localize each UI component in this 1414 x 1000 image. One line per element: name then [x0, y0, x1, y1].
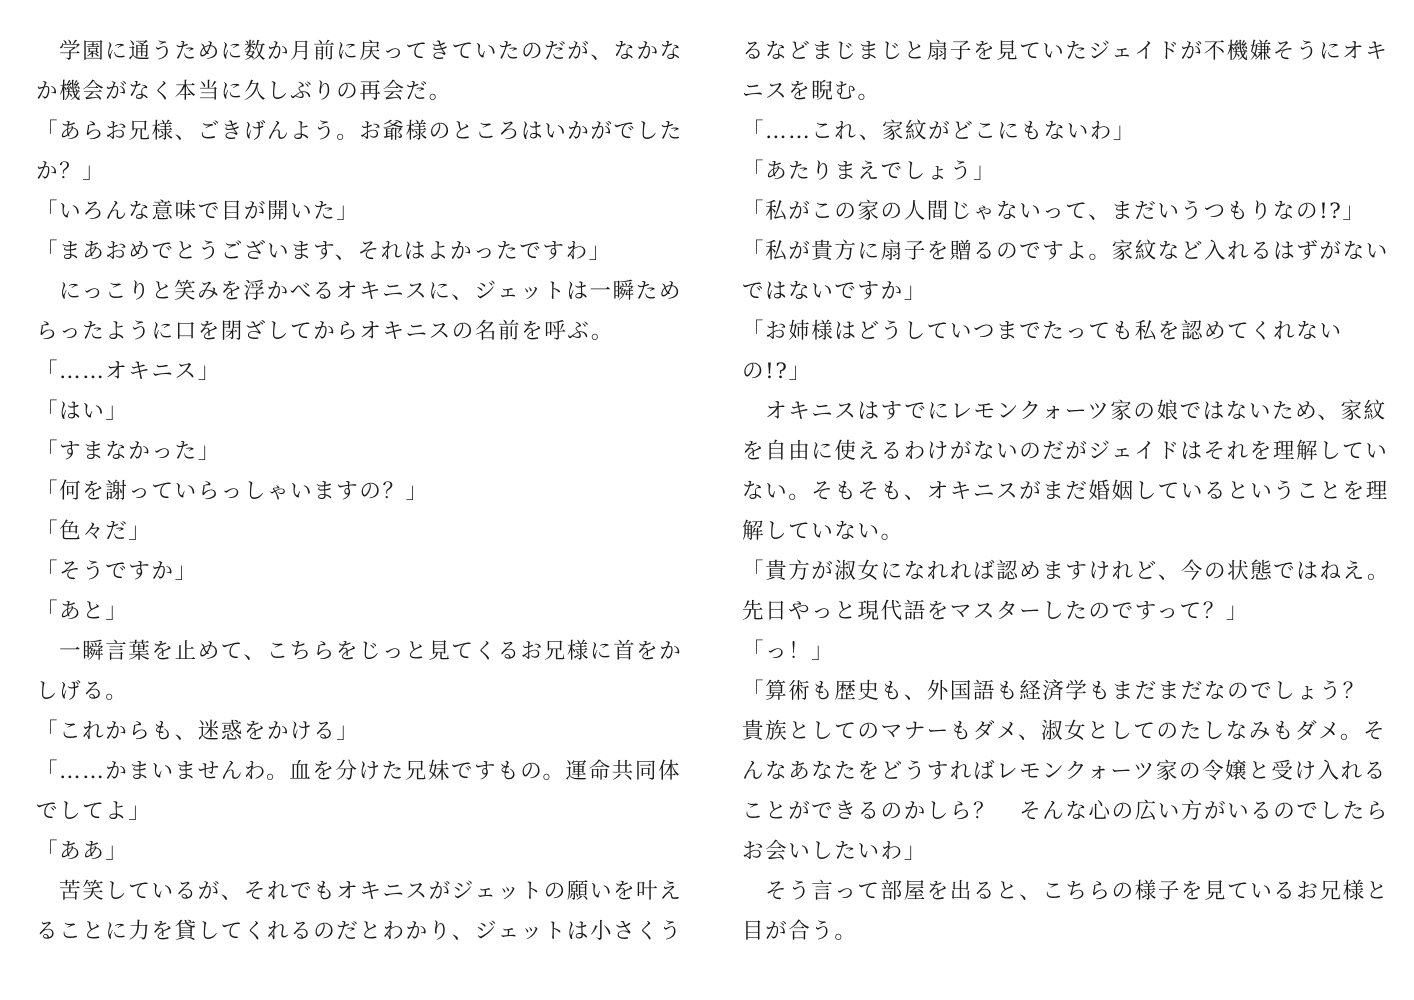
text-line: 一瞬言葉を止めて、こちらをじっと見てくるお兄様に首をか: [36, 639, 683, 664]
text-line: 「あらお兄様、ごきげんよう。お爺様のところはいかがでした: [36, 119, 683, 144]
text-line: しげる。: [36, 679, 129, 704]
text-line: 「……オキニス」: [36, 359, 221, 384]
text-line: 「そうですか」: [36, 559, 198, 584]
text-line: でしてよ」: [36, 799, 152, 824]
text-line: ることに力を貸してくれるのだとわかり、ジェットは小さくう: [36, 919, 683, 944]
text-line: 先日やっと現代語をマスターしたのですって？」: [742, 599, 1249, 624]
text-line: か？」: [36, 159, 106, 184]
text-line: の!?」: [742, 359, 812, 384]
text-line: 「私が貴方に扇子を贈るのですよ。家紋など入れるはずがない: [742, 239, 1389, 264]
text-line: 「算術も歴史も、外国語も経済学もまだまだなのでしょう？: [742, 679, 1366, 704]
text-line: 「お姉様はどうしていつまでたっても私を認めてくれない: [742, 319, 1343, 344]
text-line: ない。そもそも、オキニスがまだ婚姻しているということを理: [742, 479, 1389, 504]
text-line: 「ああ」: [36, 839, 129, 864]
text-line: 「何を謝っていらっしゃいますの？」: [36, 479, 429, 504]
text-line: 目が合う。: [742, 919, 858, 944]
text-line: 「……かまいませんわ。血を分けた兄妹ですもの。運命共同体: [36, 759, 682, 784]
text-line: ことができるのかしら？ そんな心の広い方がいるのでしたら: [742, 799, 1389, 824]
text-line: 苦笑しているが、それでもオキニスがジェットの願いを叶え: [36, 879, 683, 904]
text-line: 「これからも、迷惑をかける」: [36, 719, 360, 744]
text-line: か機会がなく本当に久しぶりの再会だ。: [36, 79, 452, 104]
text-line: 「はい」: [36, 399, 129, 424]
left-column: [36, 32, 684, 952]
text-line: 「……これ、家紋がどこにもないわ」: [742, 119, 1136, 144]
right-column: [742, 32, 1390, 952]
text-line: るなどまじまじと扇子を見ていたジェイドが不機嫌そうにオキ: [742, 39, 1389, 64]
text-line: 「あたりまえでしょう」: [742, 159, 997, 184]
text-line: んなあなたをどうすればレモンクォーツ家の令嬢と受け入れる: [742, 759, 1387, 784]
text-line: 「すまなかった」: [36, 439, 221, 464]
text-line: 「私がこの家の人間じゃないって、まだいうつもりなの!?」: [742, 199, 1366, 224]
text-line: 「っ！」: [742, 639, 835, 664]
text-line: 「あと」: [36, 599, 129, 624]
text-line: オキニスはすでにレモンクォーツ家の娘ではないため、家紋: [742, 399, 1387, 424]
text-line: 「貴方が淑女になれれば認めますけれど、今の状態ではねえ。: [742, 559, 1391, 584]
text-line: ではないですか」: [742, 279, 927, 304]
text-line: 貴族としてのマナーもダメ、淑女としてのたしなみもダメ。そ: [742, 719, 1387, 744]
text-line: 「色々だ」: [36, 519, 152, 544]
text-line: 解していない。: [742, 519, 904, 544]
text-line: ニスを睨む。: [742, 79, 881, 104]
text-line: を自由に使えるわけがないのだがジェイドはそれを理解してい: [742, 439, 1389, 464]
text-line: らったように口を閉ざしてからオキニスの名前を呼ぶ。: [36, 319, 614, 344]
text-line: お会いしたいわ」: [742, 839, 927, 864]
text-line: そう言って部屋を出ると、こちらの様子を見ているお兄様と: [742, 879, 1389, 904]
text-line: 「まあおめでとうございます、それはよかったですわ」: [36, 239, 612, 264]
text-line: にっこりと笑みを浮かべるオキニスに、ジェットは一瞬ため: [36, 279, 682, 304]
text-line: 学園に通うために数か月前に戻ってきていたのだが、なかな: [36, 39, 683, 64]
text-line: 「いろんな意味で目が開いた」: [36, 199, 360, 224]
